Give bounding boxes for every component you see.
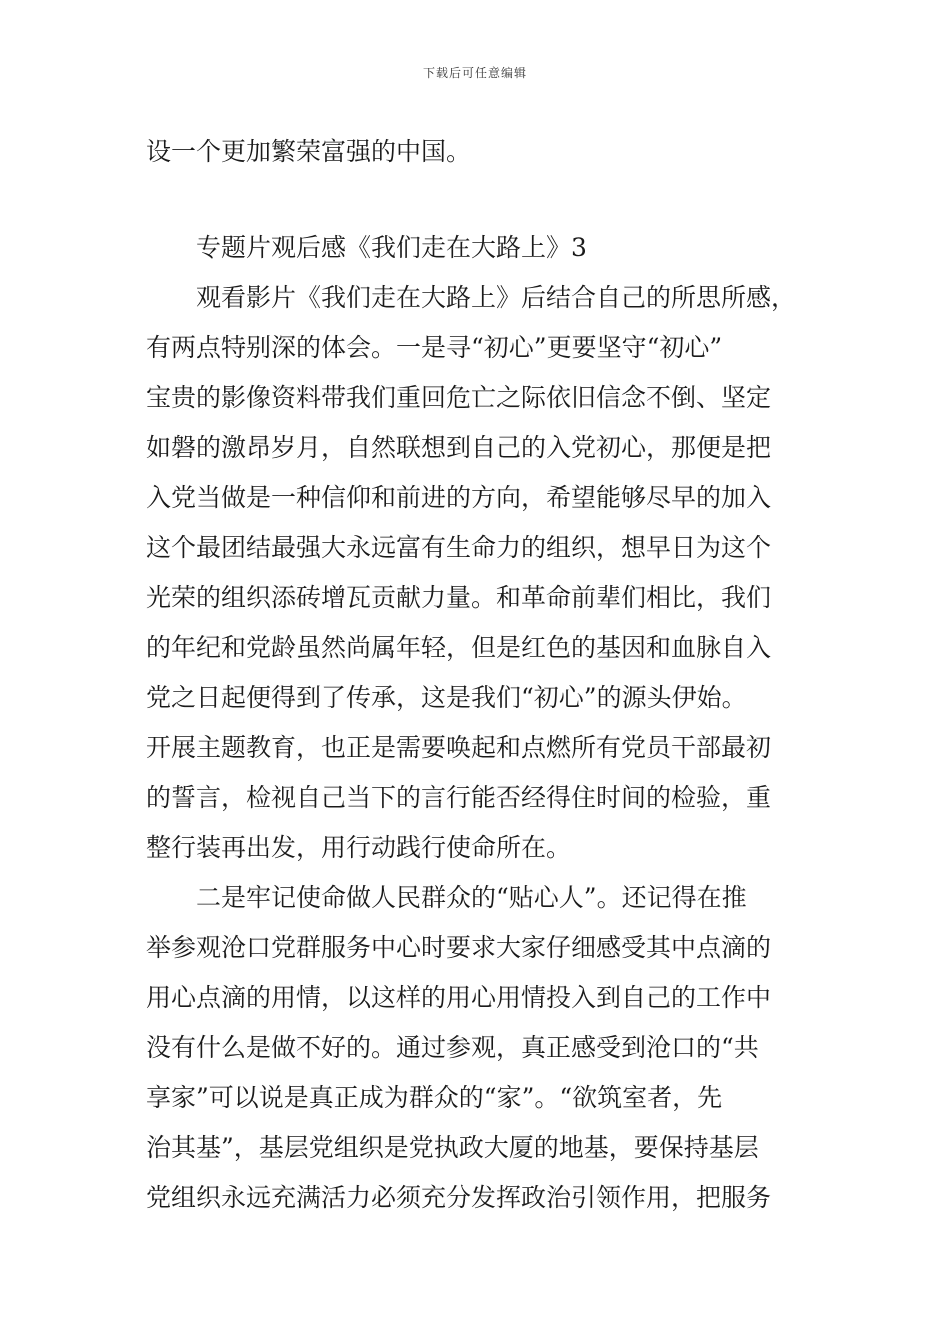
text-line: 的年纪和党龄虽然尚属年轻，但是红色的基因和血脉自入 <box>146 633 772 662</box>
text-line: 党组织永远充满活力必须充分发挥政治引领作用，把服务 <box>146 1183 772 1212</box>
text-line: 有两点特别深的体会。一是寻“初心”更要坚守“初心” <box>146 333 723 362</box>
text-line: 入党当做是一种信仰和前进的方向，希望能够尽早的加入 <box>146 483 772 512</box>
text-line: 二是牢记使命做人民群众的“贴心人”。还记得在推 <box>196 883 747 912</box>
text-line: 设一个更加繁荣富强的中国。 <box>146 137 472 166</box>
text-line: 治其基”，基层党组织是党执政大厦的地基，要保持基层 <box>146 1133 759 1162</box>
text-line: 开展主题教育，也正是需要唤起和点燃所有党员干部最初 <box>146 733 772 762</box>
header-note: 下载后可任意编辑 <box>422 66 527 80</box>
text-line: 如磐的激昂岁月，自然联想到自己的入党初心，那便是把 <box>146 433 772 462</box>
text-line: 的誓言，检视自己当下的言行能否经得住时间的检验，重 <box>146 783 772 812</box>
text-line: 党之日起便得到了传承，这是我们“初心”的源头伊始。 <box>146 683 747 712</box>
text-line: 光荣的组织添砖增瓦贡献力量。和革命前辈们相比，我们 <box>146 583 772 612</box>
text-line: 这个最团结最强大永远富有生命力的组织，想早日为这个 <box>146 533 772 562</box>
text-line: 没有什么是做不好的。通过参观，真正感受到沧口的“共 <box>146 1033 759 1062</box>
text-line: 整行装再出发，用行动践行使命所在。 <box>146 833 572 862</box>
text-line: 用心点滴的用情，以这样的用心用情投入到自己的工作中 <box>146 983 772 1012</box>
text-line: 宝贵的影像资料带我们重回危亡之际依旧信念不倒、坚定 <box>146 383 772 412</box>
text-line: 观看影片《我们走在大路上》后结合自己的所思所感， <box>196 283 797 312</box>
text-line: 享家”可以说是真正成为群众的“家”。“欲筑室者，先 <box>146 1083 723 1112</box>
section-title: 专题片观后感《我们走在大路上》3 <box>196 233 587 262</box>
text-line: 举参观沧口党群服务中心时要求大家仔细感受其中点滴的 <box>146 933 772 962</box>
